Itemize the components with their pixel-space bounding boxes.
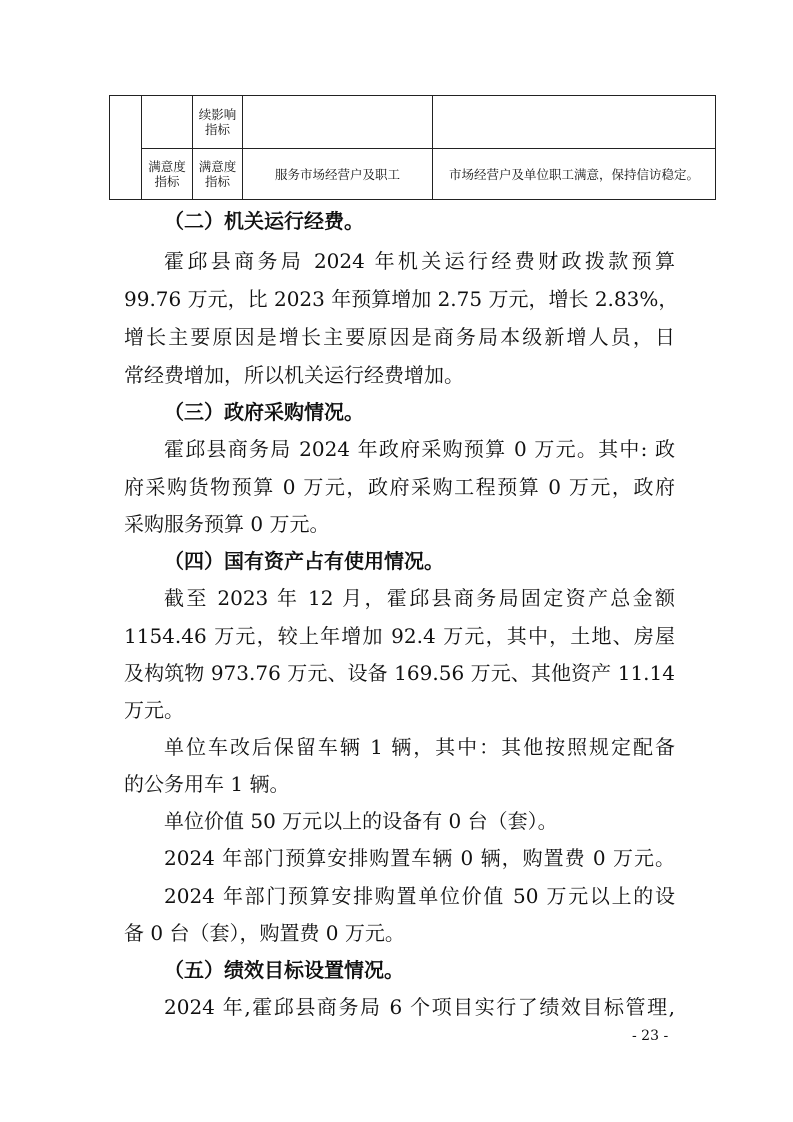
paragraph-line: 截至 2023 年 12 月，霍邱县商务局固定资产总金额 bbox=[164, 586, 675, 610]
paragraph-line: 及构筑物 973.76 万元、设备 169.56 万元、其他资产 11.14 bbox=[124, 661, 675, 685]
table-cell: 满意度指标 bbox=[142, 149, 193, 200]
table-cell bbox=[142, 96, 193, 149]
paragraph-line: 霍邱县商务局 2024 年机关运行经费财政拨款预算 bbox=[164, 249, 675, 273]
table-cell: 服务市场经营户及职工 bbox=[243, 149, 433, 200]
performance-table bbox=[109, 95, 716, 200]
paragraph-line: 2024 年,霍邱县商务局 6 个项目实行了绩效目标管理, bbox=[164, 995, 675, 1019]
page-number: - 23 - bbox=[632, 1028, 669, 1044]
paragraph-line: 万元。 bbox=[124, 698, 184, 722]
paragraph-line: 99.76 万元，比 2023 年预算增加 2.75 万元，增长 2.83%， bbox=[124, 287, 679, 311]
table-cell: 续影响指标 bbox=[193, 96, 243, 149]
paragraph-line: 采购服务预算 0 万元。 bbox=[124, 512, 330, 536]
table-cell bbox=[110, 96, 142, 200]
table-row bbox=[110, 149, 716, 200]
table-row bbox=[110, 96, 716, 149]
table-cell: 市场经营户及单位职工满意，保持信访稳定。 bbox=[433, 149, 716, 200]
paragraph-line: 霍邱县商务局 2024 年政府采购预算 0 万元。其中: 政 bbox=[164, 437, 675, 461]
paragraph-line: 增长主要原因是增长主要原因是商务局本级新增人员，日 bbox=[124, 325, 675, 349]
paragraph-line: 单位价值 50 万元以上的设备有 0 台（套）。 bbox=[164, 809, 558, 833]
section-heading: （四）国有资产占有使用情况。 bbox=[164, 549, 444, 573]
paragraph-line: 的公务用车 1 辆。 bbox=[124, 772, 290, 796]
paragraph-line: 府采购货物预算 0 万元，政府采购工程预算 0 万元，政府 bbox=[124, 475, 675, 499]
table-cell bbox=[243, 96, 433, 149]
paragraph-line: 1154.46 万元，较上年增加 92.4 万元，其中，土地、房屋 bbox=[124, 624, 675, 648]
paragraph-line: 2024 年部门预算安排购置车辆 0 辆，购置费 0 万元。 bbox=[164, 846, 675, 870]
paragraph-line: 备 0 台（套），购置费 0 万元。 bbox=[124, 921, 405, 945]
paragraph-line: 2024 年部门预算安排购置单位价值 50 万元以上的设 bbox=[164, 884, 675, 908]
section-heading: （三）政府采购情况。 bbox=[164, 400, 364, 424]
section-heading: （二）机关运行经费。 bbox=[164, 209, 364, 233]
section-heading: （五）绩效目标设置情况。 bbox=[164, 958, 404, 982]
table-cell bbox=[433, 96, 716, 149]
table-cell: 满意度指标 bbox=[193, 149, 243, 200]
paragraph-line: 常经费增加，所以机关运行经费增加。 bbox=[124, 363, 464, 387]
paragraph-line: 单位车改后保留车辆 1 辆，其中：其他按照规定配备 bbox=[164, 735, 675, 759]
